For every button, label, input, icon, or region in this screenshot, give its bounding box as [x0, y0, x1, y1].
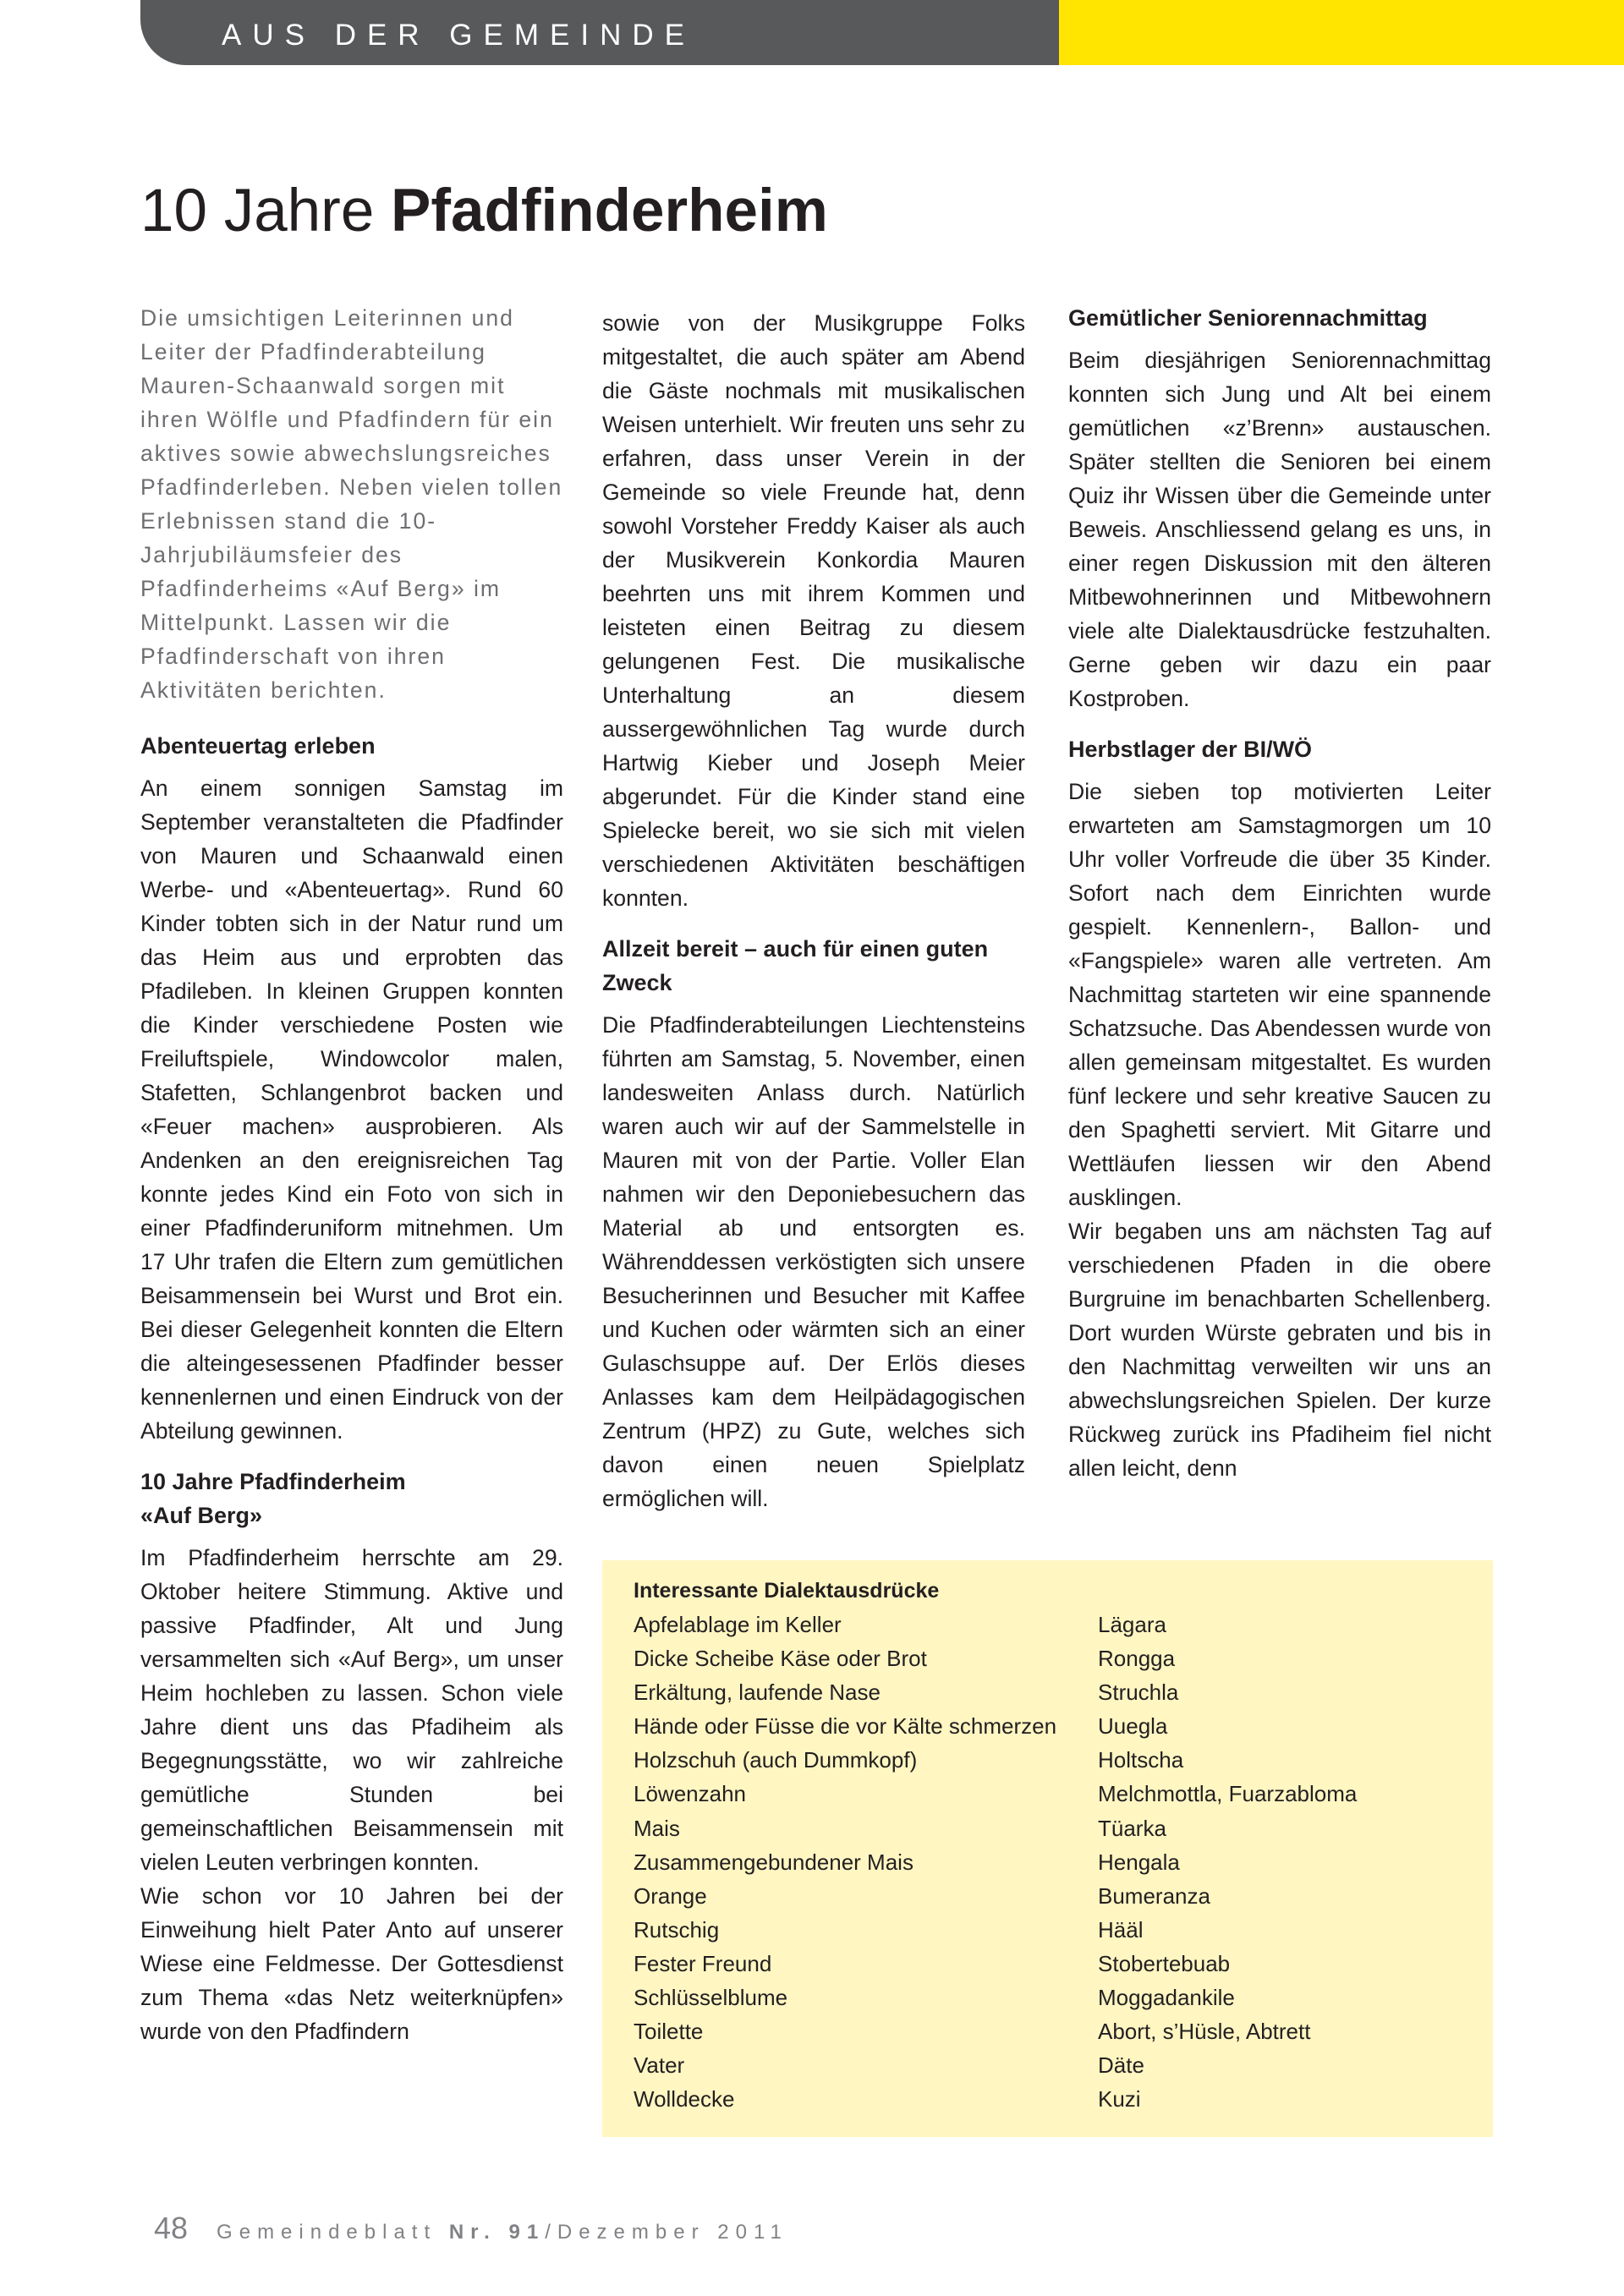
page-title: [140, 178, 828, 244]
footer-publication: Gemeindeblatt: [217, 2221, 437, 2244]
footer-issue: Nr. 91: [448, 2221, 546, 2244]
dialect-standard-term: Mais: [634, 1815, 680, 1841]
dialect-standard-term: Schlüsselblume: [634, 1985, 788, 2011]
dialect-box: [602, 1560, 1493, 2137]
heading-abenteuertag: Abenteuertag erleben: [140, 733, 376, 759]
dialect-term: Struchla: [1098, 1680, 1179, 1706]
article-column-3: [1068, 301, 1491, 1485]
dialect-term: Moggadankile: [1098, 1985, 1235, 2011]
dialect-term: Tüarka: [1098, 1815, 1166, 1841]
article-intro: Die umsichtigen Leiterinnen und Leiter der Pfadfinderabteilung Mauren-Schaanwald sorgen mit ihren Wölfle und Pfadfindern für ein aktives sowie abwechslungsreiches Pfadfinderleben. Neben vielen tollen Erlebnissen stand die 10-Jahrjubiläumsfeier des Pfadfinderheims «Auf Berg» im Mittelpunkt. Lassen wir die Pfadfinderschaft von ihren Aktivitäten berichten.: [140, 305, 563, 703]
dialect-standard-term: Fester Freund: [634, 1950, 772, 1976]
dialect-standard-term: Erkältung, laufende Nase: [634, 1680, 881, 1706]
heading-herbstlager: Herbstlager der BI/WÖ: [1068, 737, 1313, 762]
article-column-2: [602, 306, 1025, 1515]
dialect-standard-term: Wolldecke: [634, 2086, 735, 2112]
paragraph-jubilaeum-3: sowie von der Musikgruppe Folks mitgestaltet, die auch später am Abend die Gäste nochmals mit musikalischen Weisen unterhielt. Wir freuten uns sehr zu erfahren, dass unser Verein in der Gemeinde so viele Freunde hat, denn sowohl Vorsteher Freddy Kaiser als auch der Musikverein Konkordia Mauren beehrten uns mit ihrem Kommen und leisteten einen Beitrag zu diesem gelungenen Fest. Die musikalische Unterhaltung an diesem aussergewöhnlichen Tag wurde durch Hartwig Kieber und Joseph Meier abgerundet. Für die Kinder stand eine Spielecke bereit, wo sie sich mit vielen verschiedenen Aktivitäten beschäftigen konnten.: [602, 310, 1025, 911]
dialect-standard-term: Rutschig: [634, 1916, 720, 1943]
footer-publication-line: Gemeindeblatt Nr. 91/Dezember 2011: [217, 2221, 788, 2244]
heading-jubilaeum-line1: 10 Jahre Pfadfinderheim: [140, 1469, 406, 1494]
dialect-term: Melchmottla, Fuarzabloma: [1098, 1781, 1358, 1807]
dialect-term: Abort, s’Hüsle, Abtrett: [1098, 2019, 1311, 2045]
dialect-term: Holtscha: [1098, 1747, 1184, 1773]
dialect-term: Kuzi: [1098, 2086, 1141, 2112]
dialect-standard-term: Hände oder Füsse die vor Kälte schmerzen: [634, 1713, 1057, 1740]
paragraph-abenteuertag: An einem sonnigen Samstag im September veranstalteten die Pfadfinder von Mauren und Schaanwald einen Werbe- und «Abenteuertag». Rund 60 Kinder tobten sich in der Natur rund um das Heim aus und erprobten das Pfadileben. In kleinen Gruppen konnten die Kinder verschiedene Posten wie Freiluftspiele, Windowcolor malen, Stafetten, Schlangenbrot backen und «Feuer machen» ausprobieren. Als Andenken an den ereignisreichen Tag konnte jedes Kind ein Foto von sich in einer Pfadfinderuniform mitnehmen. Um 17 Uhr trafen die Eltern zum gemütlichen Beisammensein bei Wurst und Brot ein. Bei dieser Gelegenheit konnten die Eltern die alteingesessenen Pfadfinder besser kennenlernen und einen Eindruck von der Abteilung gewinnen.: [140, 775, 563, 1444]
heading-jubilaeum-line2: «Auf Berg»: [140, 1503, 263, 1528]
dialect-standard-term: Zusammengebundener Mais: [634, 1849, 914, 1875]
paragraph-allzeit: Die Pfadfinderabteilungen Liechtensteins führten am Samstag, 5. November, einen landesweiten Anlass durch. Natürlich waren auch wir auf der Sammelstelle in Mauren mit von der Partie. Voller Elan nahmen wir den Deponiebesuchern das Material ab und entsorgten es. Währenddessen verköstigten sich unsere Besucherinnen und Besucher mit Kaffee und Kuchen oder wärmten sich an einer Gulaschsuppe auf. Der Erlös dieses Anlasses kam dem Heilpädagogischen Zentrum (HPZ) zu Gute, welches sich davon einen neuen Spielplatz ermöglichen will.: [602, 1012, 1025, 1511]
dialect-term: Lägara: [1098, 1612, 1166, 1637]
page-title-bold: Pfadfinderheim: [391, 178, 828, 244]
dialect-standard-term: Holzschuh (auch Dummkopf): [634, 1747, 918, 1773]
dialect-term: Bumeranza: [1098, 1882, 1210, 1909]
dialect-box-title: Interessante Dialektausdrücke: [634, 1579, 940, 1603]
paragraph-herbstlager-2: Wir begaben uns am nächsten Tag auf verschiedenen Pfaden in die obere Burgruine im benachbarten Schellenberg. Dort wurden Würste gebraten und bis in den Nachmittag verweilten wir uns an abwechslungsreichen Spielen. Der kurze Rückweg zurück ins Pfadiheim fiel nicht allen leicht, denn: [1068, 1219, 1491, 1481]
dialect-term: Stobertebuab: [1098, 1950, 1231, 1976]
page-title-light: 10 Jahre: [140, 178, 375, 244]
dialect-term: Däte: [1098, 2052, 1144, 2079]
section-header-accent: [1059, 0, 1624, 65]
paragraph-jubilaeum-2: Wie schon vor 10 Jahren bei der Einweihung hielt Pater Anto auf unserer Wiese eine Feldmesse. Der Gottesdienst zum Thema «das Netz weiterknüpfen» wurde von den Pfadfindern: [140, 1883, 563, 2044]
article-column-1: [140, 301, 563, 2048]
heading-senioren: Gemütlicher Seniorennachmittag: [1068, 305, 1428, 331]
dialect-standard-term: Toilette: [634, 2019, 704, 2045]
dialect-term-list: [1098, 1608, 1357, 2116]
heading-allzeit: Allzeit bereit – auch für einen guten Zweck: [602, 936, 989, 995]
dialect-term: Hääl: [1098, 1916, 1144, 1943]
paragraph-herbstlager-1: Die sieben top motivierten Leiter erwarteten am Samstagmorgen um 10 Uhr voller Vorfreude die über 35 Kinder. Sofort nach dem Einrichten wurde gespielt. Kennenlern-, Ballon- und «Fangspiele» waren alle vertreten. Am Nachmittag starteten wir eine spannende Schatzsuche. Das Abendessen wurde von allen gemeinsam mitgestaltet. Es wurden fünf leckere und sehr kreative Saucen zu den Spaghetti serviert. Mit Gitarre und Wettläufen liessen wir den Abend ausklingen.: [1068, 779, 1491, 1210]
dialect-term: Hengala: [1098, 1849, 1180, 1875]
dialect-term: Uuegla: [1098, 1713, 1168, 1740]
paragraph-jubilaeum-1: Im Pfadfinderheim herrschte am 29. Oktober heitere Stimmung. Aktive und passive Pfadfinder, Alt und Jung versammelten sich «Auf Berg», um unser Heim hochleben zu lassen. Schon viele Jahre dient uns das Pfadiheim als Begegnungsstätte, wo wir zahlreiche gemütliche Stunden bei gemeinschaftlichen Beisammensein mit vielen Leuten verbringen konnten.: [140, 1545, 563, 1875]
paragraph-senioren: Beim diesjährigen Seniorennachmittag konnten sich Jung und Alt bei einem gemütlichen «z’Brenn» austauschen. Später stellten die Senioren bei einem Quiz ihr Wissen über die Gemeinde unter Beweis. Anschliessend gelang es uns, in einer regen Diskussion mit den älteren Mitbewohnerinnen und Mitbewohnern viele alte Dialektausdrücke festzuhalten. Gerne geben wir dazu ein paar Kostproben.: [1068, 348, 1491, 711]
dialect-standard-term: Löwenzahn: [634, 1781, 746, 1807]
footer-date: Dezember 2011: [557, 2221, 788, 2244]
page-number: 48: [154, 2211, 189, 2245]
dialect-standard-term: Apfelablage im Keller: [634, 1612, 842, 1637]
section-label: AUS DER GEMEINDE: [222, 19, 695, 52]
dialect-standard-term: Orange: [634, 1882, 707, 1909]
dialect-standard-list: [634, 1608, 1056, 2116]
page-footer: [154, 2211, 788, 2246]
dialect-term: Rongga: [1098, 1646, 1176, 1672]
dialect-standard-term: Vater: [634, 2052, 685, 2079]
heading-jubilaeum: [140, 1465, 563, 1532]
dialect-standard-term: Dicke Scheibe Käse oder Brot: [634, 1646, 927, 1672]
